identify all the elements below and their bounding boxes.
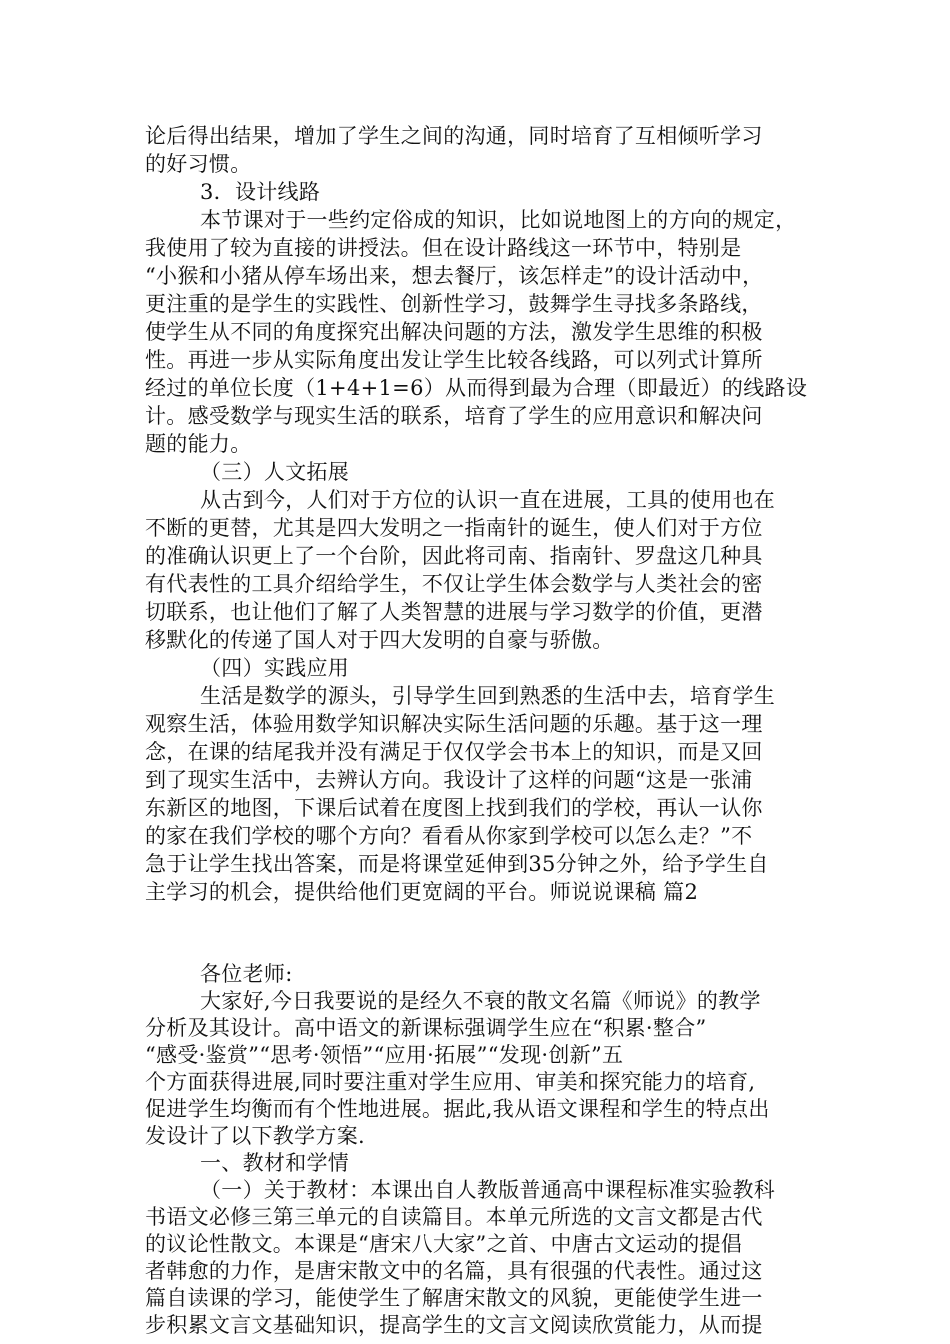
text-line: 我使用了较为直接的讲授法。但在设计路线这一环节中，特别是 (145, 236, 742, 260)
text-line: 不断的更替，尤其是四大发明之一指南针的诞生，使人们对于方位 (145, 516, 763, 540)
text-line: 题的能力。 (145, 432, 252, 456)
text-line: 移默化的传递了国人对于四大发明的自豪与骄傲。 (145, 628, 614, 652)
text-line: 篇自读课的学习，能使学生了解唐宋散文的风貌，更能使学生进一 (145, 1286, 763, 1310)
text-line: 观察生活，体验用数学知识解决实际生活问题的乐趣。基于这一理 (145, 712, 763, 736)
text-line: 的家在我们学校的哪个方向？看看从你家到学校可以怎么走？”不 (145, 824, 753, 848)
section-heading: 3．设计线路 (200, 180, 321, 204)
text-line: 生活是数学的源头，引导学生回到熟悉的生活中去，培育学生 (200, 684, 776, 708)
text-line: 的议论性散文。本课是“唐宋八大家”之首、中唐古文运动的提倡 (145, 1232, 743, 1256)
text-line: 到了现实生活中，去辨认方向。我设计了这样的问题“这是一张浦 (145, 768, 753, 792)
section-heading: 一、教材和学情 (200, 1151, 350, 1175)
text-line: （一）关于教材：本课出自人教版普通高中课程标准实验教科 (200, 1178, 776, 1202)
text-line: 东新区的地图，下课后试着在度图上找到我们的学校，再认一认你 (145, 796, 763, 820)
text-line: 有代表性的工具介绍给学生，不仅让学生体会数学与人类社会的密 (145, 572, 763, 596)
text-line: 主学习的机会，提供给他们更宽阔的平台。师说说课稿 篇2 (145, 880, 699, 904)
text-line: 经过的单位长度（1+4+1=6）从而得到最为合理（即最近）的线路设 (145, 376, 808, 400)
text-line: 书语文必修三第三单元的自读篇目。本单元所选的文言文都是古代 (145, 1205, 763, 1229)
text-line: 大家好,今日我要说的是经久不衰的散文名篇《师说》的教学 (200, 989, 761, 1013)
text-line: 计。感受数学与现实生活的联系，培育了学生的应用意识和解决问 (145, 404, 763, 428)
text-line: 本节课对于一些约定俗成的知识，比如说地图上的方向的规定， (200, 208, 797, 232)
text-line: 念，在课的结尾我并没有满足于仅仅学会书本上的知识，而是又回 (145, 740, 763, 764)
text-line: “小猴和小猪从停车场出来，想去餐厅，该怎样走”的设计活动中， (145, 264, 764, 288)
text-line: 分析及其设计。高中语文的新课标强调学生应在“积累·整合” (145, 1016, 707, 1040)
text-line: “感受·鉴赏”“思考·领悟”“应用·拓展”“发现·创新”五 (145, 1043, 624, 1067)
text-line: 从古到今，人们对于方位的认识一直在进展，工具的使用也在 (200, 488, 776, 512)
salutation: 各位老师: (200, 962, 293, 986)
text-line: 个方面获得进展,同时要注重对学生应用、审美和探究能力的培育, (145, 1070, 756, 1094)
text-line: 步积累文言文基础知识，提高学生的文言文阅读欣赏能力，从而提 (145, 1313, 763, 1337)
text-line: 使学生从不同的角度探究出解决问题的方法，激发学生思维的积极 (145, 320, 763, 344)
text-line: 切联系，也让他们了解了人类智慧的进展与学习数学的价值，更潜 (145, 600, 763, 624)
section-heading: （四）实践应用 (200, 656, 350, 680)
text-line: 的好习惯。 (145, 152, 252, 176)
text-line: 急于让学生找出答案，而是将课堂延伸到35分钟之外，给予学生自 (145, 852, 769, 876)
text-line: 发设计了以下教学方案. (145, 1124, 365, 1148)
text-line: 更注重的是学生的实践性、创新性学习，鼓舞学生寻找多条路线， (145, 292, 763, 316)
text-line: 的准确认识更上了一个台阶，因此将司南、指南针、罗盘这几种具 (145, 544, 763, 568)
text-line: 性。再进一步从实际角度出发让学生比较各线路，可以列式计算所 (145, 348, 763, 372)
text-line: 论后得出结果，增加了学生之间的沟通，同时培育了互相倾听学习 (145, 124, 763, 148)
section-heading: （三）人文拓展 (200, 460, 350, 484)
text-line: 促进学生均衡而有个性地进展。据此,我从语文课程和学生的特点出 (145, 1097, 770, 1121)
text-line: 者韩愈的力作，是唐宋散文中的名篇，具有很强的代表性。通过这 (145, 1259, 763, 1283)
